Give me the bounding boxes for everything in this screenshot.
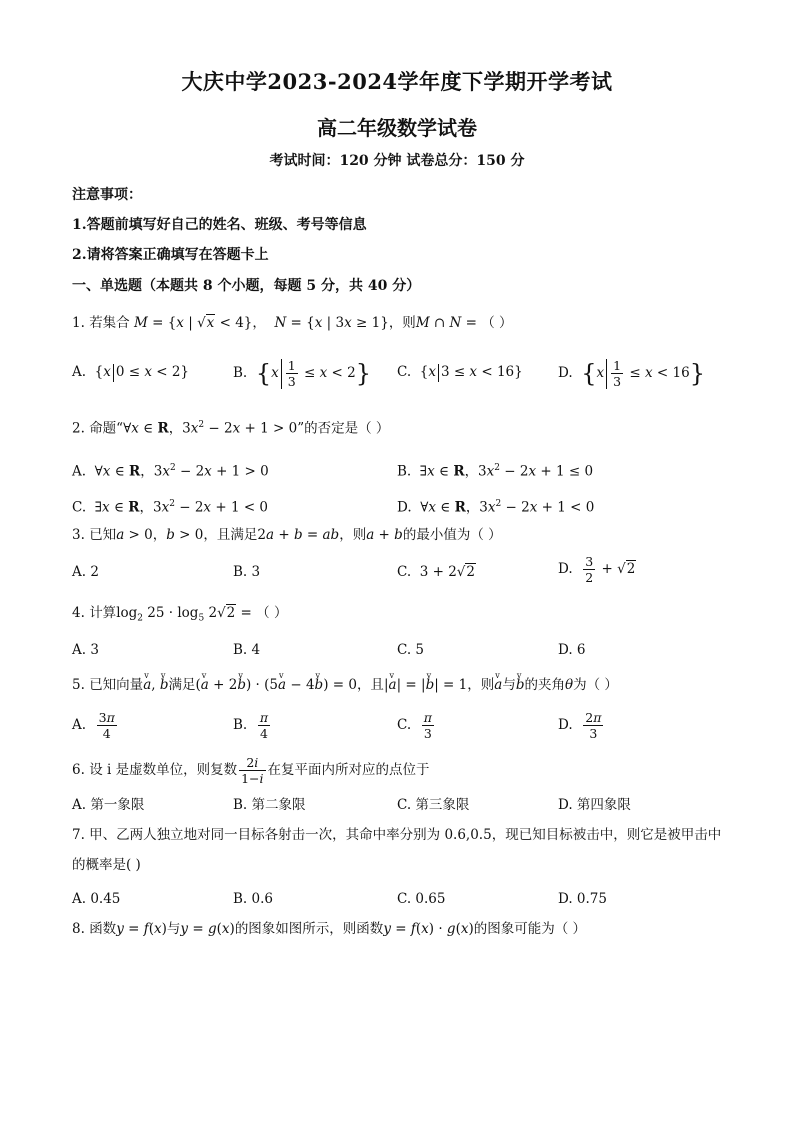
exam-subtitle: 高二年级数学试卷 [317,116,477,140]
q5-option-d[interactable]: D. $\frac{2\pi}{3}$ [558,710,602,741]
q3-option-c[interactable]: C. 3 + 2√2 [397,564,475,580]
q4-option-c[interactable]: C. 5 [397,642,425,658]
note-item-1: 1.答题前填写好自己的姓名、班级、考号等信息 [72,217,367,233]
q7-option-b[interactable]: B. 0.6 [233,891,273,907]
q1-option-d[interactable]: D. {x $\frac{1}{3}$ ≤ x < 16} [558,358,705,389]
question-6: 6. 设 i 是虚数单位，则复数 $\frac{2i}{1-i}$ 在复平面内所对应的点位于 [72,755,430,786]
q1-option-b[interactable]: B. {x $\frac{1}{3}$ ≤ x < 2} [233,358,371,389]
q4-option-b[interactable]: B. 4 [233,642,261,658]
q2-option-b[interactable]: B. ∃x ∈ R，$3x^2 - 2x + 1 \le 0$ [397,463,594,480]
q2-option-d[interactable]: D. ∀x ∈ R，$3x^2 - 2x + 1 < 0$ [397,499,595,516]
q2-option-a[interactable]: A. ∀x ∈ R，$3x^2 - 2x + 1 > 0$ [72,463,269,480]
exam-title: 大庆中学2023-2024学年度下学期开学考试 [181,69,613,94]
question-2: 2. 命题“∀x ∈ R，$3x^2 - 2x + 1 > 0$”的否定是（ ） [72,420,390,437]
q4-option-d[interactable]: D. 6 [558,642,586,658]
q3-option-d[interactable]: D. $\frac{3}{2}$ + √2 [558,554,636,585]
q3-option-a[interactable]: A. 2 [72,564,99,580]
q1-option-c[interactable]: C. {x 3 ≤ x < 16} [397,364,523,380]
q4-option-a[interactable]: A. 3 [72,642,99,658]
exam-info: 考试时间：120 分钟 试卷总分：150 分 [269,153,525,169]
q6-option-d[interactable]: D. 第四象限 [558,797,631,813]
question-8: 8. 函数y = f(x)与y = g(x)的图象如图所示，则函数y = f(x) · g(x)的图象可能为（ ） [72,921,587,937]
section-heading: 一、单选题（本题共 8 个小题，每题 5 分，共 40 分） [72,278,421,294]
question-4: 4. 计算$\log_2 25 \cdot \log_5 2√2$ = （ ） [72,605,288,624]
q7-option-c[interactable]: C. 0.65 [397,891,446,907]
question-1: 1. 若集合 M = {x | √x < 4}， N = {x | 3x ≥ 1}，则M ∩ N = （ ） [72,315,513,331]
q7-option-d[interactable]: D. 0.75 [558,891,607,907]
q3-option-b[interactable]: B. 3 [233,564,261,580]
q6-option-b[interactable]: B. 第二象限 [233,797,306,813]
q5-option-a[interactable]: A. $\frac{3\pi}{4}$ [72,710,115,741]
question-3: 3. 已知a > 0，b > 0，且满足2a + b = ab，则a + b的最小值为（ ） [72,527,502,543]
question-5: 5. 已知向量v a, v b满足(v a + 2v b) · (5v a − 4v b) = 0，且|v a| = |v b| = 1，则v a与v b的夹角θ为（ ） [72,675,618,695]
notes-heading: 注意事项： [72,187,142,203]
q6-option-c[interactable]: C. 第三象限 [397,797,470,813]
q7-option-a[interactable]: A. 0.45 [72,891,121,907]
question-7: 7. 甲、乙两人独立地对同一目标各射击一次，其命中率分别为 0.6,0.5，现已知目标被击中，则它是被甲击中的概率是( ) [72,827,722,873]
note-item-2: 2.请将答案正确填写在答题卡上 [72,247,269,263]
q2-option-c[interactable]: C. ∃x ∈ R，$3x^2 - 2x + 1 < 0$ [72,499,269,516]
q5-option-b[interactable]: B. $\frac{\pi}{4}$ [233,710,269,741]
q1-option-a[interactable]: A. {x 0 ≤ x < 2} [72,364,190,380]
q5-option-c[interactable]: C. $\frac{\pi}{3}$ [397,710,432,741]
q6-option-a[interactable]: A. 第一象限 [72,797,145,813]
